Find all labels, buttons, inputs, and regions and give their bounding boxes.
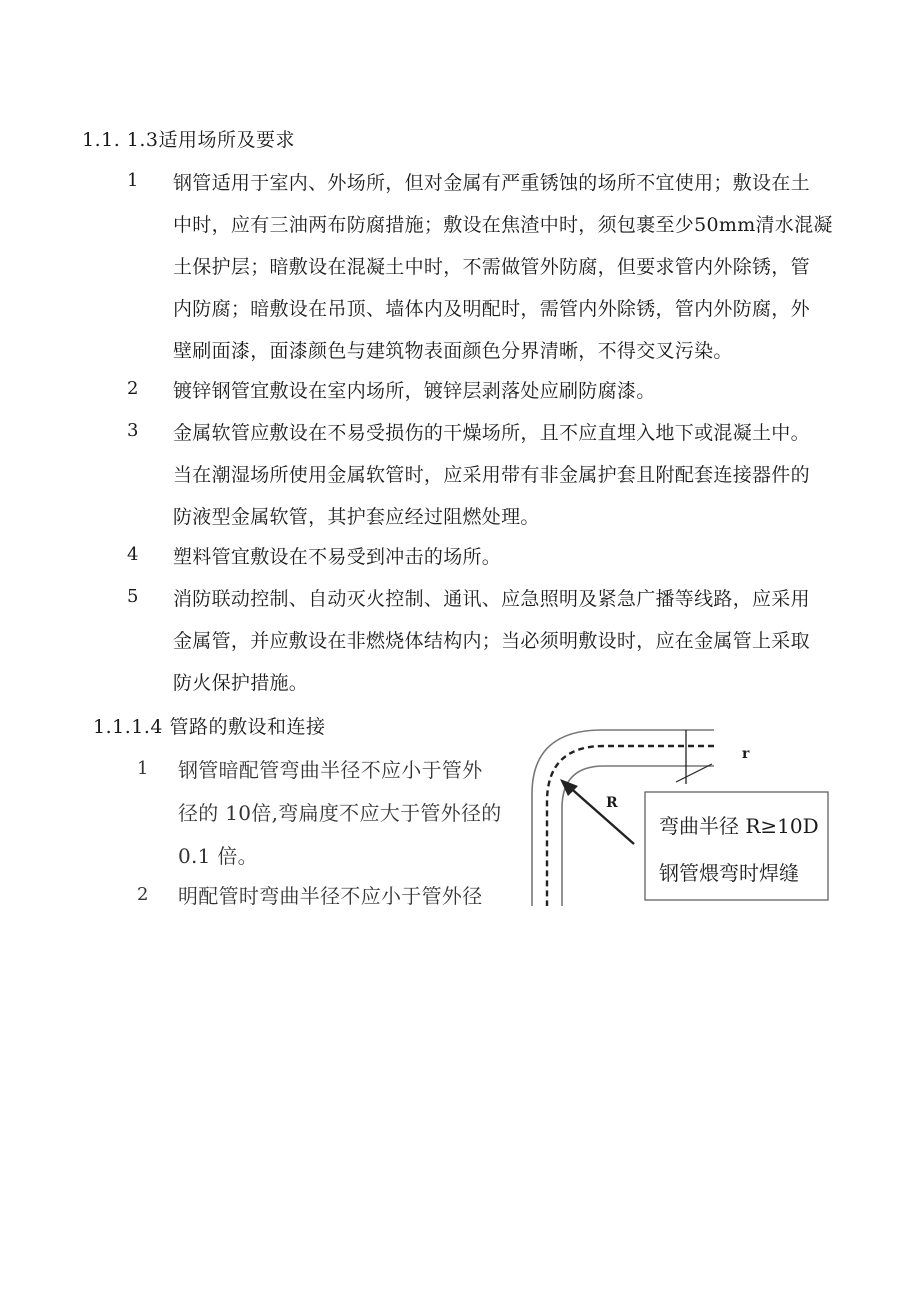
item-number: 1 [137,758,149,779]
item-number: 1 [127,170,139,191]
sec4-item-1-line-1: 钢管暗配管弯曲半径不应小于管外 [178,758,483,782]
radius-label-r: r [742,746,750,762]
sec4-item-1-line-3: 0.1 倍。 [178,844,258,868]
item-5-line-1: 消防联动控制、自动灭火控制、通讯、应急照明及紧急广播等线路，应采用 [173,588,810,610]
item-4-line-1: 塑料管宜敷设在不易受到冲击的场所。 [173,546,502,568]
sec4-item-1-line-2: 径的 10倍,弯扁度不应大于管外径的 [178,801,502,825]
item-1-line-4: 内防腐；暗敷设在吊顶、墙体内及明配时，需管内外除锈，管内外防腐，外 [173,298,810,320]
section-heading-1113: 1.1. 1.3适用场所及要求 [82,129,296,151]
item-2-line-1: 镀锌钢管宜敷设在室内场所，镀锌层剥落处应刷防腐漆。 [173,380,656,402]
caption-line-1: 弯曲半径 R≥10D [659,814,819,838]
item-number: 2 [127,378,139,399]
item-1-line-5: 壁刷面漆，面漆颜色与建筑物表面颜色分界清晰，不得交叉污染。 [173,340,733,362]
item-5-line-2: 金属管，并应敷设在非燃烧体结构内；当必须明敷设时，应在金属管上采取 [173,630,810,652]
item-1-line-2: 中时，应有三油两布防腐措施；敷设在焦渣中时，须包裹至少50mm清水混凝 [173,214,833,236]
item-number: 5 [127,586,139,607]
item-number: 2 [137,884,149,905]
item-3-line-3: 防液型金属软管，其护套应经过阻燃处理。 [173,506,540,528]
item-5-line-3: 防火保护措施。 [173,672,309,694]
item-3-line-2: 当在潮湿场所使用金属软管时，应采用带有非金属护套且附配套连接器件的 [173,464,810,486]
sec4-item-2-line-1: 明配管时弯曲半径不应小于管外径 [178,884,483,908]
item-1-line-1: 钢管适用于室内、外场所，但对金属有严重锈蚀的场所不宜使用；敷设在土 [173,172,810,194]
item-number: 4 [127,544,139,565]
radius-arrow-line [566,784,634,844]
item-3-line-1: 金属软管应敷设在不易受损伤的干燥场所，且不应直埋入地下或混凝土中。 [173,422,810,444]
section-heading-1114: 1.1.1.4 管路的敷设和连接 [93,716,326,738]
item-1-line-3: 土保护层；暗敷设在混凝土中时，不需做管外防腐，但要求管内外除锈，管 [173,256,810,278]
caption-line-2: 钢管煨弯时焊缝 [659,861,799,885]
radius-label-R: R [606,795,618,811]
item-number: 3 [127,420,139,441]
pipe-bend-diagram [522,724,834,906]
